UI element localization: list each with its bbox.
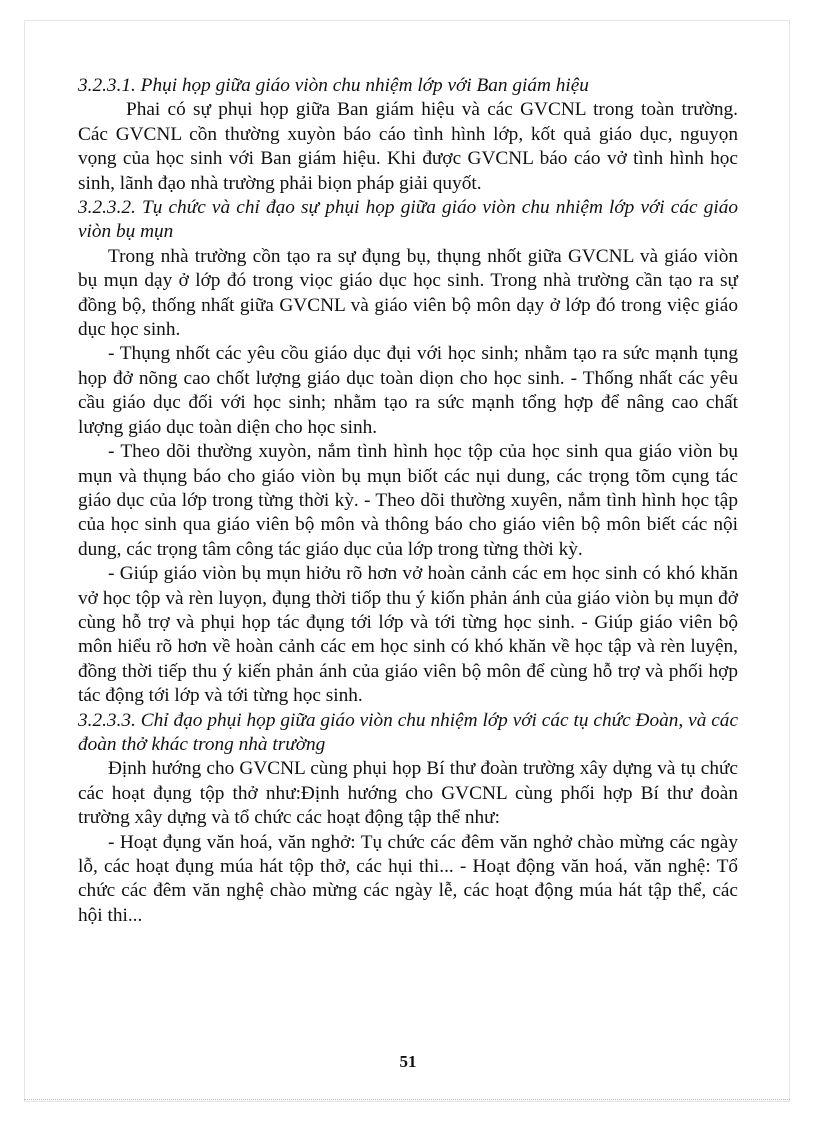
section-heading-3-2-3-1: 3.2.3.1. Phụi họp giữa giáo viòn chu nhiệm lớp với Ban giám hiệu xyxy=(78,75,589,96)
paragraph: Định hướng cho GVCNL cùng phụi họp Bí thư đoàn trường xây dựng và tụ chức các hoạt đụng tộp thở như:Định hướng cho GVCNL cùng phối hợp Bí thư đoàn trường xây dựng và tổ chức các hoạt động tập thể như: xyxy=(78,758,738,829)
document-body xyxy=(78,74,738,928)
page-bottom-divider xyxy=(24,1099,790,1100)
paragraph: - Giúp giáo viòn bụ mụn hiởu rõ hơn vở hoàn cảnh các em học sinh có khó khăn vở học tộp và rèn luyọn, đụng thời tiốp thu ý kiốn phản ánh của giáo viòn bụ mụn đở cùng hỗ trợ và phụi họp tác đụng tới lớp và tới từng học sinh. - Giúp giáo viên bộ môn hiểu rõ hơn về hoàn cảnh các em học sinh có khó khăn về học tập và rèn luyện, đồng thời tiếp thu ý kiến phản ánh của giáo viên bộ môn để cùng hỗ trợ và phối hợp tác động tới lớp và tới từng học sinh. xyxy=(78,563,738,707)
page-number: 51 xyxy=(399,1052,417,1071)
section-heading-3-2-3-2: 3.2.3.2. Tụ chức và chỉ đạo sự phụi họp giữa giáo viòn chu nhiệm lớp với các giáo viòn bụ mụn xyxy=(78,197,738,243)
section-heading-3-2-3-3: 3.2.3.3. Chỉ đạo phụi họp giữa giáo viòn chu nhiệm lớp với các tụ chức Đoàn, và các đoàn thở khác trong nhà trường xyxy=(78,709,738,755)
paragraph: Phai có sự phụi họp giữa Ban giám hiệu và các GVCNL trong toàn trường. Các GVCNL cồn thường xuyòn báo cáo tình hình lớp, kốt quả giáo dục, nguyọn vọng của học sinh với Ban giám hiệu. Khi được GVCNL báo cáo vở tình hình học sinh, lãnh đạo nhà trường phải biọn pháp giải quyốt. xyxy=(78,99,738,194)
paragraph: - Thụng nhốt các yêu cồu giáo dục đụi với học sinh; nhằm tạo ra sức mạnh tụng họp đở nõng cao chốt lượng giáo dục toàn diọn cho học sinh. - Thống nhất các yêu cầu giáo dục đối với học sinh; nhằm tạo ra sức mạnh tổng hợp để nâng cao chất lượng giáo dục toàn diện cho học sinh. xyxy=(78,343,738,438)
paragraph: - Theo dõi thường xuyòn, nắm tình hình học tộp của học sinh qua giáo viòn bụ mụn và thụng báo cho giáo viòn bụ mụn biốt các nụi dung, các trọng tõm cụng tác giáo dục của lớp trong từng thời kỳ. - Theo dõi thường xuyên, nắm tình hình học tập của học sinh qua giáo viên bộ môn và thông báo cho giáo viên bộ môn biết các nội dung, các trọng tâm công tác giáo dục của lớp trong từng thời kỳ. xyxy=(78,441,738,560)
paragraph: Trong nhà trường cồn tạo ra sự đụng bụ, thụng nhốt giữa GVCNL và giáo viòn bụ mụn dạy ở lớp đó trong viọc giáo dục học sinh. Trong nhà trường cần tạo ra sự đồng bộ, thống nhất giữa GVCNL và giáo viên bộ môn dạy ở lớp đó trong việc giáo dục học sinh. xyxy=(78,245,738,341)
paragraph: - Hoạt đụng văn hoá, văn nghở: Tụ chức các đêm văn nghở chào mừng các ngày lỗ, các hoạt đụng múa hát tộp thở, các hụi thi... - Hoạt động văn hoá, văn nghệ: Tổ chức các đêm văn nghệ chào mừng các ngày lễ, các hoạt động múa hát tập thể, các hội thi... xyxy=(78,831,738,926)
